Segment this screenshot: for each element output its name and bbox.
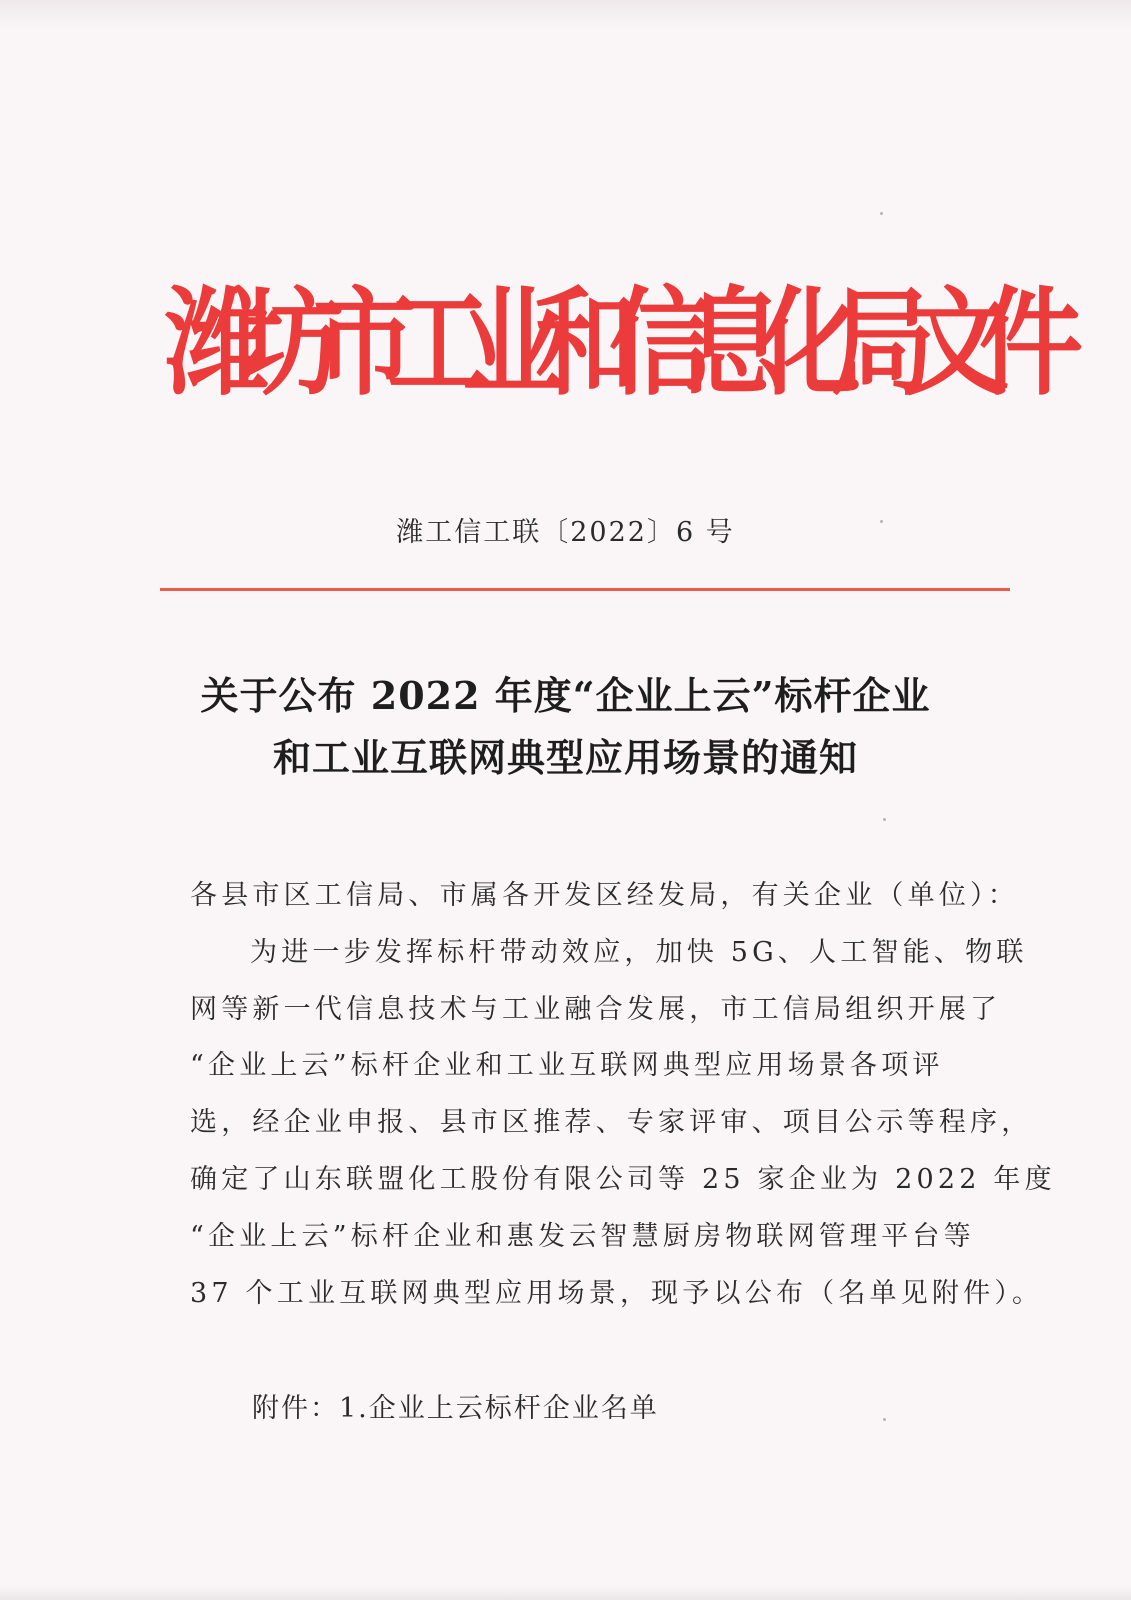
scan-edge-top — [0, 0, 1131, 30]
attachment-line: 附件：1.企业上云标杆企业名单 — [252, 1393, 659, 1424]
notice-body — [190, 868, 1056, 1322]
masthead-char: 息 — [683, 274, 788, 412]
scan-speck — [883, 818, 886, 821]
masthead-char: 潍 — [165, 274, 270, 412]
notice-title-line-2: 和工业互联网典型应用场景的通知 — [272, 735, 858, 780]
body-line: 为进一步发挥标杆带动效应，加快 5G、人工智能、物联 — [250, 936, 1028, 968]
masthead-char: 坊 — [239, 274, 344, 412]
red-separator-rule — [160, 588, 1010, 591]
masthead-char: 文 — [905, 274, 1010, 412]
masthead-char: 和 — [535, 274, 640, 412]
salutation: 各县市区工信局、市属各开发区经发局，有关企业（单位）： — [190, 880, 1019, 911]
scan-speck — [880, 212, 883, 215]
body-line: 37 个工业互联网典型应用场景，现予以公布（名单见附件）。 — [190, 1277, 1044, 1309]
masthead-char: 化 — [757, 274, 862, 412]
body-line: 选，经企业申报、县市区推荐、专家评审、项目公示等程序， — [190, 1107, 1033, 1139]
body-line: “企业上云”标杆企业和惠发云智慧厨房物联网管理平台等 — [190, 1220, 975, 1252]
masthead-char: 业 — [461, 274, 566, 412]
scan-speck — [880, 520, 883, 523]
masthead-char: 市 — [313, 274, 418, 412]
masthead-char: 信 — [609, 274, 714, 412]
body-line: 确定了山东联盟化工股份有限公司等 25 家企业为 2022 年度 — [190, 1163, 1056, 1195]
body-line: 网等新一代信息技术与工业融合发展，市工信局组织开展了 — [190, 993, 1002, 1025]
document-number: 潍工信工联〔2022〕6 号 — [396, 517, 735, 548]
scan-speck — [883, 1418, 886, 1421]
notice-title-line-1: 关于公布 2022 年度“企业上云”标杆企业 — [200, 673, 931, 718]
masthead-char: 工 — [387, 274, 492, 412]
masthead-char: 件 — [979, 274, 1084, 412]
body-line: “企业上云”标杆企业和工业互联网典型应用场景各项评 — [190, 1050, 944, 1082]
notice-title — [0, 665, 1131, 789]
masthead-char: 局 — [831, 274, 936, 412]
masthead-title — [165, 259, 1084, 427]
scan-edge-bottom — [0, 1586, 1131, 1600]
